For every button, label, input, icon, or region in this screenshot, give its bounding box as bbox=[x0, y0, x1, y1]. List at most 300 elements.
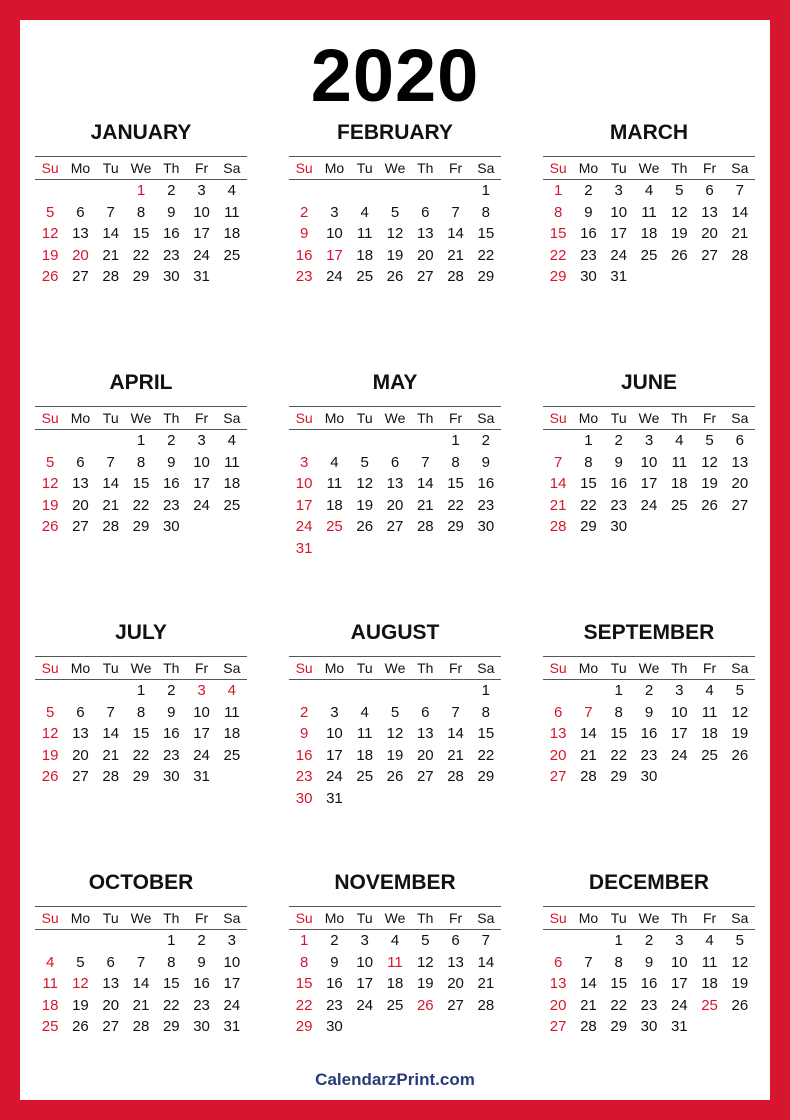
day-cell: 11 bbox=[326, 475, 343, 492]
day-cell: 17 bbox=[295, 496, 313, 514]
weekday-label: We bbox=[384, 910, 406, 926]
day-cell: 11 bbox=[42, 975, 58, 992]
day-cell: 25 bbox=[701, 746, 718, 764]
day-cell: 27 bbox=[731, 496, 749, 514]
day-cell: 2 bbox=[167, 182, 176, 199]
weekday-label: Su bbox=[41, 160, 59, 176]
day-cell: 30 bbox=[295, 789, 313, 807]
day-cell: 18 bbox=[701, 975, 718, 992]
day-cell: 13 bbox=[549, 975, 567, 992]
day-cell: 20 bbox=[72, 746, 89, 764]
day-cell: 26 bbox=[356, 518, 374, 535]
month-name: MARCH bbox=[609, 121, 689, 144]
day-cell: 3 bbox=[675, 932, 684, 949]
day-cell: 19 bbox=[356, 496, 374, 514]
empty-cell bbox=[35, 680, 65, 702]
day-cell: 14 bbox=[731, 203, 749, 221]
day-cell: 2 bbox=[584, 182, 593, 199]
day-cell: 2 bbox=[299, 203, 309, 221]
day-cell: 10 bbox=[356, 953, 374, 971]
weekday-label: Mo bbox=[578, 660, 599, 676]
day-cell: 12 bbox=[731, 703, 749, 721]
day-cell: 7 bbox=[451, 703, 460, 721]
day-cell: 16 bbox=[162, 725, 180, 742]
weekday-label: We bbox=[384, 660, 406, 676]
day-cell: 25 bbox=[41, 1018, 59, 1035]
day-cell: 3 bbox=[197, 182, 206, 199]
weekday-header bbox=[35, 157, 247, 180]
empty-cell bbox=[319, 680, 349, 702]
empty-cell bbox=[440, 180, 470, 202]
day-cell: 18 bbox=[640, 225, 658, 242]
day-cell: 28 bbox=[132, 1018, 150, 1035]
day-grid bbox=[543, 180, 755, 288]
weekday-header bbox=[289, 407, 501, 430]
weekday-label: Fr bbox=[448, 910, 463, 926]
day-cell: 1 bbox=[136, 182, 146, 199]
day-cell: 27 bbox=[386, 518, 404, 535]
day-cell: 27 bbox=[701, 246, 718, 264]
day-cell: 27 bbox=[447, 996, 464, 1014]
month-grid bbox=[543, 156, 755, 288]
day-cell: 26 bbox=[386, 268, 404, 285]
day-cell: 17 bbox=[193, 475, 210, 492]
day-cell: 30 bbox=[162, 768, 180, 785]
day-cell: 27 bbox=[102, 1018, 120, 1035]
day-cell: 5 bbox=[45, 703, 55, 721]
day-cell: 15 bbox=[477, 225, 495, 242]
day-cell: 8 bbox=[614, 703, 623, 721]
day-cell: 3 bbox=[197, 432, 206, 449]
day-cell: 1 bbox=[136, 682, 146, 699]
day-cell: 18 bbox=[356, 746, 374, 764]
day-cell: 3 bbox=[675, 682, 684, 699]
empty-cell bbox=[35, 930, 65, 952]
weekday-label: Mo bbox=[70, 660, 91, 676]
day-cell: 6 bbox=[705, 182, 714, 199]
month-name: DECEMBER bbox=[588, 871, 710, 894]
day-cell: 5 bbox=[705, 432, 714, 449]
month-grid bbox=[289, 156, 501, 288]
day-cell: 5 bbox=[390, 703, 400, 721]
day-cell: 19 bbox=[41, 496, 59, 514]
empty-cell bbox=[380, 430, 410, 452]
day-cell: 6 bbox=[421, 703, 430, 721]
day-cell: 23 bbox=[193, 996, 210, 1014]
weekday-label: Fr bbox=[702, 910, 717, 926]
weekday-label: Fr bbox=[448, 160, 463, 176]
day-cell: 28 bbox=[447, 768, 464, 785]
day-cell: 20 bbox=[447, 975, 464, 992]
day-cell: 22 bbox=[132, 746, 150, 764]
day-cell: 30 bbox=[477, 518, 495, 535]
day-cell: 28 bbox=[447, 268, 464, 285]
day-cell: 29 bbox=[477, 268, 495, 285]
day-cell: 8 bbox=[299, 953, 309, 971]
day-cell: 18 bbox=[326, 496, 343, 514]
weekday-header bbox=[543, 407, 755, 430]
day-cell: 5 bbox=[675, 182, 684, 199]
weekday-label: Tu bbox=[356, 410, 373, 426]
day-cell: 16 bbox=[295, 246, 313, 264]
day-cell: 30 bbox=[193, 1018, 210, 1035]
day-cell: 31 bbox=[193, 268, 210, 285]
day-grid bbox=[289, 680, 501, 809]
day-cell: 1 bbox=[553, 182, 563, 199]
day-cell: 12 bbox=[416, 953, 434, 971]
weekday-label: Th bbox=[671, 660, 688, 676]
day-cell: 6 bbox=[76, 703, 85, 721]
day-cell: 18 bbox=[223, 725, 241, 742]
day-cell: 3 bbox=[330, 703, 339, 721]
weekday-label: Th bbox=[417, 660, 434, 676]
weekday-label: Sa bbox=[731, 410, 749, 426]
day-cell: 14 bbox=[102, 475, 120, 492]
day-cell: 30 bbox=[162, 268, 180, 285]
weekday-label: Su bbox=[549, 660, 567, 676]
day-cell: 24 bbox=[326, 268, 343, 285]
day-cell: 31 bbox=[193, 768, 210, 785]
day-cell: 10 bbox=[193, 453, 210, 471]
month-august bbox=[289, 618, 501, 809]
day-cell: 12 bbox=[41, 475, 59, 492]
day-cell: 29 bbox=[295, 1018, 313, 1035]
weekday-label: Tu bbox=[610, 410, 627, 426]
day-cell: 13 bbox=[72, 225, 89, 242]
day-cell: 17 bbox=[610, 225, 628, 242]
day-cell: 26 bbox=[670, 246, 688, 264]
day-cell: 20 bbox=[102, 996, 120, 1014]
empty-cell bbox=[350, 180, 380, 202]
day-cell: 5 bbox=[76, 953, 85, 971]
day-cell: 20 bbox=[386, 496, 404, 514]
day-cell: 5 bbox=[360, 453, 369, 471]
day-cell: 2 bbox=[197, 932, 206, 949]
day-cell: 2 bbox=[614, 432, 623, 449]
month-name: SEPTEMBER bbox=[583, 621, 715, 644]
day-cell: 6 bbox=[76, 453, 85, 471]
day-cell: 9 bbox=[167, 203, 176, 221]
month-name: FEBRUARY bbox=[337, 121, 453, 144]
month-name: MAY bbox=[372, 371, 418, 394]
day-cell: 19 bbox=[731, 725, 749, 742]
day-cell: 29 bbox=[132, 768, 150, 785]
empty-cell bbox=[543, 430, 573, 452]
month-april bbox=[35, 368, 247, 538]
footer-brand: CalendarzPrint.com bbox=[315, 1070, 475, 1089]
day-cell: 26 bbox=[701, 496, 718, 514]
day-cell: 4 bbox=[360, 703, 369, 721]
day-cell: 14 bbox=[102, 225, 120, 242]
empty-cell bbox=[65, 430, 95, 452]
day-cell: 13 bbox=[447, 953, 464, 971]
day-cell: 1 bbox=[584, 432, 593, 449]
weekday-label: Fr bbox=[702, 160, 717, 176]
day-cell: 12 bbox=[41, 725, 59, 742]
day-cell: 28 bbox=[477, 996, 495, 1014]
day-cell: 11 bbox=[641, 203, 657, 221]
weekday-header bbox=[289, 657, 501, 680]
weekday-label: Mo bbox=[70, 410, 91, 426]
day-grid bbox=[543, 930, 755, 1038]
day-cell: 16 bbox=[610, 475, 628, 492]
day-cell: 13 bbox=[72, 475, 89, 492]
weekday-label: Su bbox=[41, 660, 59, 676]
day-cell: 15 bbox=[610, 975, 628, 992]
day-cell: 15 bbox=[447, 475, 464, 492]
day-cell: 8 bbox=[136, 203, 146, 221]
empty-cell bbox=[96, 180, 126, 202]
day-cell: 24 bbox=[223, 996, 241, 1014]
day-cell: 7 bbox=[106, 203, 115, 221]
day-cell: 21 bbox=[477, 975, 495, 992]
month-february bbox=[289, 118, 501, 288]
day-cell: 30 bbox=[640, 768, 658, 785]
weekday-label: Th bbox=[417, 910, 434, 926]
day-grid bbox=[543, 680, 755, 788]
day-cell: 31 bbox=[295, 539, 313, 557]
day-cell: 13 bbox=[549, 725, 567, 742]
day-grid bbox=[35, 680, 247, 788]
month-september bbox=[543, 618, 755, 788]
day-cell: 9 bbox=[584, 203, 593, 221]
day-cell: 17 bbox=[223, 975, 241, 992]
day-cell: 23 bbox=[477, 496, 495, 514]
day-cell: 17 bbox=[193, 725, 210, 742]
month-january bbox=[35, 118, 247, 288]
day-cell: 22 bbox=[295, 996, 313, 1014]
day-cell: 19 bbox=[41, 746, 59, 764]
weekday-label: Su bbox=[295, 660, 313, 676]
month-name: JANUARY bbox=[90, 121, 192, 144]
weekday-label: Fr bbox=[702, 410, 717, 426]
day-cell: 16 bbox=[162, 475, 180, 492]
day-cell: 9 bbox=[644, 703, 654, 721]
day-cell: 7 bbox=[553, 453, 563, 471]
day-cell: 1 bbox=[614, 682, 623, 699]
day-cell: 10 bbox=[223, 953, 241, 971]
weekday-label: Su bbox=[295, 410, 313, 426]
day-cell: 16 bbox=[295, 746, 313, 764]
day-cell: 16 bbox=[640, 725, 658, 742]
weekday-label: Tu bbox=[102, 160, 119, 176]
day-cell: 11 bbox=[701, 703, 718, 721]
day-cell: 13 bbox=[701, 203, 718, 221]
day-cell: 17 bbox=[193, 225, 210, 242]
weekday-label: Tu bbox=[610, 910, 627, 926]
weekday-header bbox=[543, 657, 755, 680]
day-cell: 5 bbox=[45, 453, 55, 471]
weekday-label: Th bbox=[671, 160, 688, 176]
day-cell: 14 bbox=[549, 475, 567, 492]
weekday-label: Th bbox=[163, 410, 180, 426]
day-cell: 18 bbox=[356, 246, 374, 264]
weekday-label: Th bbox=[163, 660, 180, 676]
weekday-label: Tu bbox=[356, 160, 373, 176]
empty-cell bbox=[289, 680, 319, 702]
day-cell: 12 bbox=[731, 953, 749, 971]
day-cell: 15 bbox=[162, 975, 180, 992]
calendar-page bbox=[20, 20, 770, 1100]
day-cell: 8 bbox=[481, 203, 491, 221]
day-cell: 9 bbox=[614, 453, 623, 471]
weekday-label: Th bbox=[417, 410, 434, 426]
empty-cell bbox=[440, 680, 470, 702]
day-cell: 18 bbox=[223, 225, 241, 242]
day-cell: 11 bbox=[224, 453, 240, 471]
empty-cell bbox=[319, 180, 349, 202]
day-cell: 23 bbox=[162, 746, 180, 764]
day-cell: 24 bbox=[670, 746, 688, 764]
month-july bbox=[35, 618, 247, 788]
day-cell: 14 bbox=[416, 475, 434, 492]
day-cell: 28 bbox=[102, 768, 120, 785]
day-cell: 4 bbox=[227, 182, 237, 199]
weekday-header bbox=[289, 907, 501, 930]
weekday-label: Sa bbox=[223, 660, 241, 676]
day-cell: 24 bbox=[295, 518, 313, 535]
year-title: 2020 bbox=[310, 34, 480, 117]
day-cell: 22 bbox=[447, 496, 464, 514]
day-cell: 21 bbox=[731, 225, 749, 242]
day-cell: 17 bbox=[326, 246, 343, 264]
day-cell: 23 bbox=[295, 268, 313, 285]
day-cell: 3 bbox=[227, 932, 237, 949]
day-cell: 25 bbox=[223, 246, 241, 264]
month-grid bbox=[35, 156, 247, 288]
day-cell: 10 bbox=[326, 725, 343, 742]
day-cell: 10 bbox=[193, 703, 210, 721]
day-cell: 25 bbox=[670, 496, 688, 514]
day-cell: 16 bbox=[640, 975, 658, 992]
weekday-label: Fr bbox=[448, 410, 463, 426]
day-cell: 7 bbox=[584, 703, 593, 721]
day-cell: 6 bbox=[106, 953, 115, 971]
day-cell: 7 bbox=[106, 703, 115, 721]
day-cell: 14 bbox=[580, 975, 597, 992]
day-grid bbox=[35, 180, 247, 288]
day-cell: 26 bbox=[72, 1018, 89, 1035]
weekday-label: Fr bbox=[702, 660, 717, 676]
day-cell: 5 bbox=[45, 203, 55, 221]
day-cell: 9 bbox=[481, 453, 491, 471]
day-cell: 9 bbox=[167, 703, 176, 721]
day-cell: 5 bbox=[390, 203, 400, 221]
month-october bbox=[35, 868, 247, 1038]
day-cell: 1 bbox=[481, 682, 491, 699]
day-cell: 29 bbox=[132, 268, 150, 285]
day-cell: 11 bbox=[356, 725, 373, 742]
day-cell: 28 bbox=[580, 1018, 597, 1035]
day-cell: 25 bbox=[326, 518, 343, 535]
month-name: AUGUST bbox=[350, 621, 440, 644]
day-cell: 25 bbox=[223, 496, 241, 514]
day-cell: 20 bbox=[416, 246, 434, 264]
weekday-label: We bbox=[384, 160, 406, 176]
day-cell: 20 bbox=[549, 996, 567, 1014]
day-cell: 9 bbox=[299, 225, 309, 242]
day-cell: 5 bbox=[735, 682, 745, 699]
day-cell: 8 bbox=[584, 453, 593, 471]
day-cell: 22 bbox=[477, 246, 495, 264]
day-cell: 5 bbox=[421, 932, 430, 949]
day-cell: 29 bbox=[162, 1018, 180, 1035]
day-cell: 21 bbox=[549, 496, 567, 514]
weekday-label: Sa bbox=[477, 160, 495, 176]
weekday-label: Sa bbox=[223, 160, 241, 176]
day-cell: 24 bbox=[326, 768, 343, 785]
day-cell: 17 bbox=[670, 725, 688, 742]
day-cell: 29 bbox=[132, 518, 150, 535]
day-cell: 23 bbox=[580, 246, 597, 264]
day-cell: 26 bbox=[41, 518, 59, 535]
day-cell: 24 bbox=[356, 996, 374, 1014]
day-cell: 22 bbox=[477, 746, 495, 764]
day-cell: 6 bbox=[76, 203, 85, 221]
weekday-header bbox=[35, 657, 247, 680]
day-cell: 22 bbox=[162, 996, 180, 1014]
day-cell: 29 bbox=[447, 518, 464, 535]
weekday-label: We bbox=[638, 910, 660, 926]
day-cell: 22 bbox=[580, 496, 597, 514]
day-cell: 11 bbox=[387, 953, 403, 971]
weekday-label: Su bbox=[549, 160, 567, 176]
day-cell: 24 bbox=[193, 496, 210, 514]
empty-cell bbox=[573, 930, 603, 952]
day-cell: 16 bbox=[162, 225, 180, 242]
day-cell: 21 bbox=[102, 496, 120, 514]
day-cell: 20 bbox=[72, 496, 89, 514]
day-cell: 6 bbox=[735, 432, 745, 449]
day-cell: 17 bbox=[670, 975, 688, 992]
weekday-label: Th bbox=[671, 410, 688, 426]
weekday-label: Fr bbox=[194, 160, 209, 176]
day-cell: 26 bbox=[416, 996, 434, 1014]
month-name: JUNE bbox=[620, 371, 678, 394]
day-cell: 21 bbox=[416, 496, 434, 514]
empty-cell bbox=[543, 680, 573, 702]
weekday-label: Mo bbox=[324, 910, 345, 926]
empty-cell bbox=[319, 430, 349, 452]
day-cell: 7 bbox=[451, 203, 460, 221]
day-cell: 4 bbox=[227, 682, 237, 699]
day-cell: 18 bbox=[223, 475, 241, 492]
day-cell: 12 bbox=[670, 203, 688, 221]
weekday-label: Tu bbox=[102, 660, 119, 676]
day-cell: 2 bbox=[299, 703, 309, 721]
weekday-label: Mo bbox=[578, 410, 599, 426]
day-grid bbox=[35, 430, 247, 538]
weekday-header bbox=[543, 157, 755, 180]
day-cell: 31 bbox=[223, 1018, 241, 1035]
day-cell: 10 bbox=[670, 953, 688, 971]
day-cell: 27 bbox=[549, 768, 567, 785]
day-cell: 23 bbox=[640, 996, 658, 1014]
month-name: OCTOBER bbox=[88, 871, 194, 894]
weekday-label: Fr bbox=[194, 660, 209, 676]
day-cell: 29 bbox=[477, 768, 495, 785]
month-name: NOVEMBER bbox=[334, 871, 456, 894]
day-cell: 12 bbox=[386, 725, 404, 742]
day-cell: 30 bbox=[610, 518, 628, 535]
day-cell: 6 bbox=[553, 953, 563, 971]
day-cell: 23 bbox=[162, 496, 180, 514]
weekday-label: Th bbox=[417, 160, 434, 176]
day-cell: 11 bbox=[671, 453, 688, 471]
weekday-header bbox=[543, 907, 755, 930]
day-cell: 23 bbox=[326, 996, 343, 1014]
day-cell: 28 bbox=[549, 518, 567, 535]
